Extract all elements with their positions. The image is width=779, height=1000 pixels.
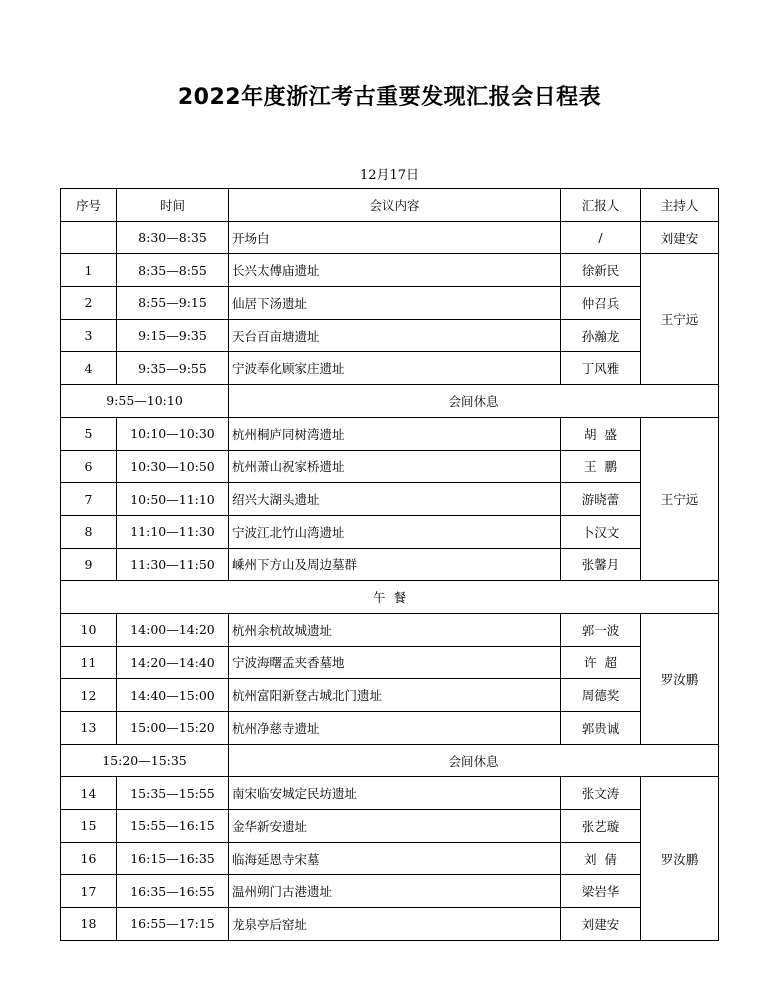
- break-label: 会间休息: [229, 744, 719, 777]
- break-time: 15:20—15:35: [61, 744, 229, 777]
- table-row: [61, 548, 719, 581]
- lunch-label: 午 餐: [61, 581, 719, 614]
- break-time: 9:55—10:10: [61, 385, 229, 418]
- table-row: [61, 842, 719, 875]
- header-row: [61, 189, 719, 222]
- row-reporter: 周德奖: [561, 679, 641, 712]
- table-row: [61, 319, 719, 352]
- row-content: 长兴太傅庙遗址: [229, 254, 561, 287]
- row-no: 9: [61, 548, 117, 581]
- row-reporter: 游晓蕾: [561, 483, 641, 516]
- row-time: 10:50—11:10: [117, 483, 229, 516]
- row-reporter: 郭贵诚: [561, 712, 641, 745]
- table-row: [61, 417, 719, 450]
- row-no: 7: [61, 483, 117, 516]
- table-row: [61, 450, 719, 483]
- row-no: 17: [61, 875, 117, 908]
- row-content: 金华新安遗址: [229, 810, 561, 843]
- schedule-date: 12月17日: [359, 168, 420, 183]
- row-time: 8:55—9:15: [117, 287, 229, 320]
- header-time: 时间: [117, 189, 229, 222]
- table-row: [61, 646, 719, 679]
- row-time: 15:55—16:15: [117, 810, 229, 843]
- table-row: [61, 875, 719, 908]
- row-no: 14: [61, 777, 117, 810]
- header-reporter: 汇报人: [561, 189, 641, 222]
- host-cell: 王宁远: [641, 254, 719, 385]
- row-content: 杭州富阳新登古城北门遗址: [229, 679, 561, 712]
- row-content: 龙泉亭后窑址: [229, 908, 561, 941]
- row-reporter: 郭一波: [561, 613, 641, 646]
- row-no: 8: [61, 515, 117, 548]
- opening-row: [61, 221, 719, 254]
- row-time: 11:30—11:50: [117, 548, 229, 581]
- row-time: 15:00—15:20: [117, 712, 229, 745]
- row-content: 宁波海曙孟夹香墓地: [229, 646, 561, 679]
- row-reporter: 张艺璇: [561, 810, 641, 843]
- row-reporter: 刘 倩: [561, 842, 641, 875]
- table-row: [61, 483, 719, 516]
- row-no: 18: [61, 908, 117, 941]
- row-reporter: 张文涛: [561, 777, 641, 810]
- row-content: 嵊州下方山及周边墓群: [229, 548, 561, 581]
- row-reporter: 丁风雅: [561, 352, 641, 385]
- row-reporter: 胡 盛: [561, 417, 641, 450]
- table-row: [61, 515, 719, 548]
- row-time: 15:35—15:55: [117, 777, 229, 810]
- row-reporter: 张馨月: [561, 548, 641, 581]
- break-row: [61, 744, 719, 777]
- row-time: 16:55—17:15: [117, 908, 229, 941]
- row-reporter: 徐新民: [561, 254, 641, 287]
- row-content: 天台百亩塘遗址: [229, 319, 561, 352]
- table-row: [61, 810, 719, 843]
- row-content: 杭州净慈寺遗址: [229, 712, 561, 745]
- opening-time: 8:30—8:35: [117, 221, 229, 254]
- header-host: 主持人: [641, 189, 719, 222]
- row-no: 12: [61, 679, 117, 712]
- row-no: 4: [61, 352, 117, 385]
- row-reporter: 刘建安: [561, 908, 641, 941]
- row-no: 1: [61, 254, 117, 287]
- row-content: 杭州萧山祝家桥遗址: [229, 450, 561, 483]
- row-no: 3: [61, 319, 117, 352]
- row-content: 绍兴大湖头遗址: [229, 483, 561, 516]
- row-no: 5: [61, 417, 117, 450]
- opening-reporter: /: [561, 221, 641, 254]
- row-time: 8:35—8:55: [117, 254, 229, 287]
- row-no: 2: [61, 287, 117, 320]
- page-title: 2022年度浙江考古重要发现汇报会日程表: [177, 85, 602, 110]
- row-time: 16:15—16:35: [117, 842, 229, 875]
- host-cell: 王宁远: [641, 417, 719, 580]
- row-content: 临海延恩寺宋墓: [229, 842, 561, 875]
- row-reporter: 王 鹏: [561, 450, 641, 483]
- opening-content: 开场白: [229, 221, 561, 254]
- table-row: [61, 777, 719, 810]
- host-cell: 罗汝鹏: [641, 777, 719, 940]
- row-content: 杭州桐庐同树湾遗址: [229, 417, 561, 450]
- row-no: 6: [61, 450, 117, 483]
- row-reporter: 梁岩华: [561, 875, 641, 908]
- header-no: 序号: [61, 189, 117, 222]
- row-time: 10:10—10:30: [117, 417, 229, 450]
- row-content: 杭州余杭故城遗址: [229, 613, 561, 646]
- row-no: 13: [61, 712, 117, 745]
- lunch-row: [61, 581, 719, 614]
- row-no: 16: [61, 842, 117, 875]
- break-label: 会间休息: [229, 385, 719, 418]
- row-content: 温州朔门古港遗址: [229, 875, 561, 908]
- row-content: 仙居下汤遗址: [229, 287, 561, 320]
- row-time: 9:35—9:55: [117, 352, 229, 385]
- row-reporter: 孙瀚龙: [561, 319, 641, 352]
- table-row: [61, 908, 719, 941]
- row-time: 14:00—14:20: [117, 613, 229, 646]
- row-time: 14:20—14:40: [117, 646, 229, 679]
- header-content: 会议内容: [229, 189, 561, 222]
- row-content: 宁波江北竹山湾遗址: [229, 515, 561, 548]
- table-row: [61, 613, 719, 646]
- table-row: [61, 254, 719, 287]
- row-time: 16:35—16:55: [117, 875, 229, 908]
- row-reporter: 许 超: [561, 646, 641, 679]
- table-row: [61, 287, 719, 320]
- table-row: [61, 679, 719, 712]
- row-time: 14:40—15:00: [117, 679, 229, 712]
- row-no: 11: [61, 646, 117, 679]
- schedule-table: [60, 188, 719, 941]
- row-reporter: 卜汉文: [561, 515, 641, 548]
- row-content: 南宋临安城定民坊遗址: [229, 777, 561, 810]
- row-reporter: 仲召兵: [561, 287, 641, 320]
- row-time: 11:10—11:30: [117, 515, 229, 548]
- row-time: 10:30—10:50: [117, 450, 229, 483]
- row-time: 9:15—9:35: [117, 319, 229, 352]
- row-no: 15: [61, 810, 117, 843]
- host-cell: 罗汝鹏: [641, 613, 719, 744]
- table-row: [61, 352, 719, 385]
- table-row: [61, 712, 719, 745]
- row-no: 10: [61, 613, 117, 646]
- opening-no: [61, 221, 117, 254]
- row-content: 宁波奉化顾家庄遗址: [229, 352, 561, 385]
- break-row: [61, 385, 719, 418]
- opening-host: 刘建安: [641, 221, 719, 254]
